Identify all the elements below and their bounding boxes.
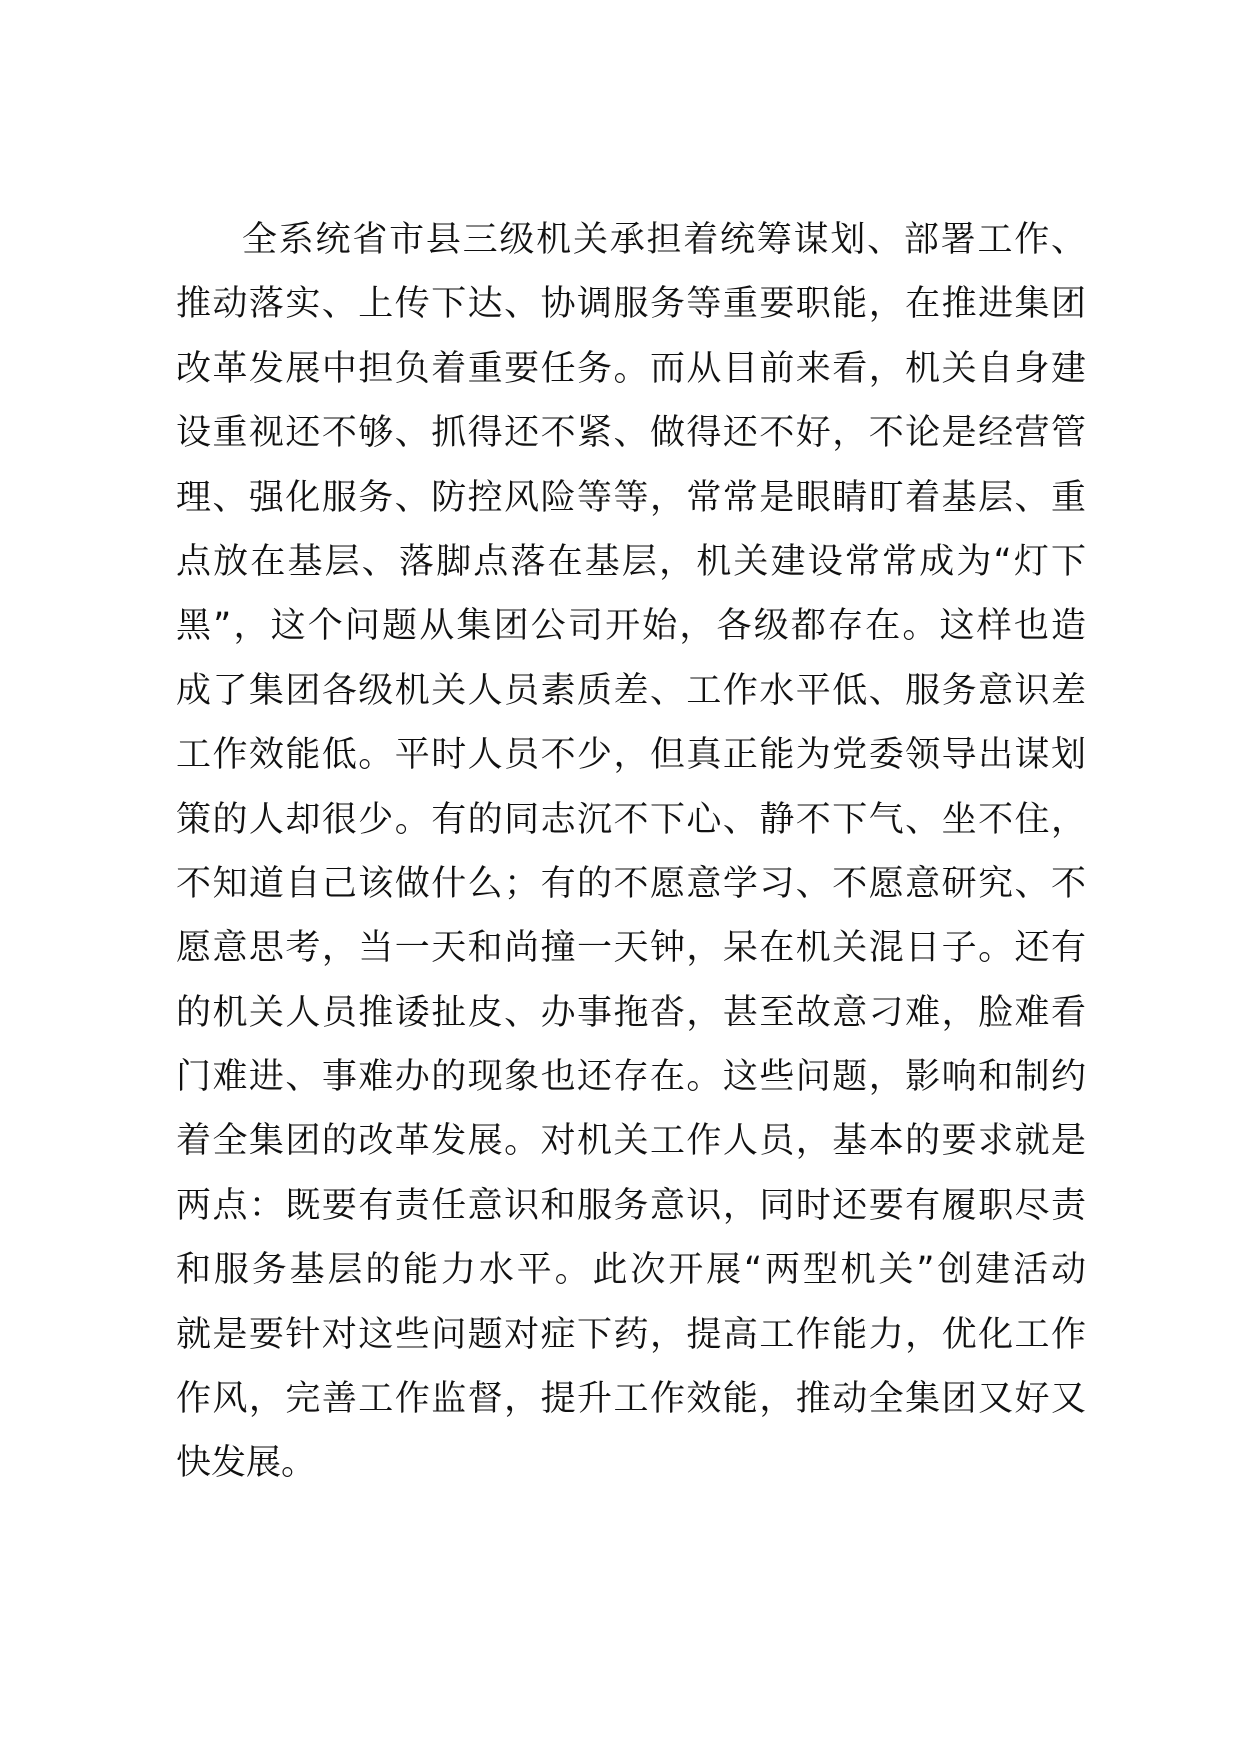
paragraph-line-1: 全系统省市县三级机关承担着统筹谋划、部署工作、 (242, 220, 1086, 260)
paragraph-line-14: 门难进、事难办的现象也还存在。这些问题，影响和制约 (176, 1057, 1086, 1098)
paragraph-line-19: 作风，完善工作监督，提升工作效能，推动全集团又好又 (176, 1379, 1086, 1420)
body-paragraph (176, 208, 1086, 1496)
paragraph-line-8: 成了集团各级机关人员素质差、工作水平低、服务意识差 (176, 670, 1086, 711)
paragraph-line-2: 推动落实、上传下达、协调服务等重要职能，在推进集团 (176, 284, 1086, 325)
paragraph-line-11: 不知道自己该做什么；有的不愿意学习、不愿意研究、不 (176, 863, 1086, 904)
paragraph-line-13: 的机关人员推诿扯皮、办事拖沓，甚至故意刁难，脸难看 (176, 992, 1086, 1033)
paragraph-line-20: 快发展。 (176, 1443, 317, 1484)
paragraph-line-16: 两点：既要有责任意识和服务意识，同时还要有履职尽责 (176, 1185, 1086, 1226)
paragraph-line-18: 就是要针对这些问题对症下药，提高工作能力，优化工作 (176, 1314, 1086, 1355)
paragraph-line-15: 着全集团的改革发展。对机关工作人员，基本的要求就是 (176, 1121, 1086, 1162)
paragraph-line-3: 改革发展中担负着重要任务。而从目前来看，机关自身建 (176, 348, 1086, 389)
paragraph-line-4: 设重视还不够、抓得还不紧、做得还不好，不论是经营管 (176, 413, 1086, 454)
paragraph-line-17: 和服务基层的能力水平。此次开展“两型机关”创建活动 (176, 1250, 1086, 1291)
paragraph-line-7: 黑”，这个问题从集团公司开始，各级都存在。这样也造 (176, 606, 1086, 647)
paragraph-line-6: 点放在基层、落脚点落在基层，机关建设常常成为“灯下 (176, 541, 1086, 582)
paragraph-line-12: 愿意思考，当一天和尚撞一天钟，呆在机关混日子。还有 (176, 928, 1086, 969)
paragraph-line-10: 策的人却很少。有的同志沉不下心、静不下气、坐不住， (176, 799, 1086, 840)
paragraph-line-9: 工作效能低。平时人员不少，但真正能为党委领导出谋划 (176, 735, 1086, 776)
paragraph-line-5: 理、强化服务、防控风险等等，常常是眼睛盯着基层、重 (176, 477, 1086, 518)
